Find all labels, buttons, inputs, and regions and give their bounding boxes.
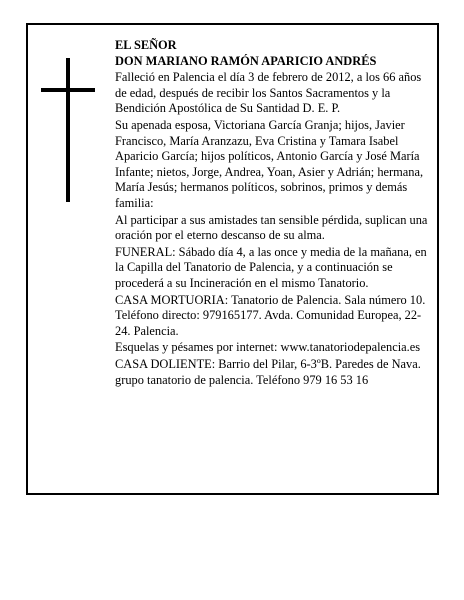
cross-horizontal-bar xyxy=(41,88,95,92)
notice-heading: EL SEÑOR xyxy=(115,38,177,52)
funeral-home-contact: grupo tanatorio de palencia. Teléfono 979 16 53 16 xyxy=(115,373,369,388)
latin-cross-icon xyxy=(41,58,95,202)
prayer-request: Al participar a sus amistades tan sensible pérdida, suplican una oración por el eterno descanso de su alma. xyxy=(115,212,428,243)
cross-vertical-bar xyxy=(66,58,70,202)
online-condolences: Esquelas y pésames por internet: www.tanatoriodepalencia.es xyxy=(115,340,421,355)
mortuary-details: CASA MORTUORIA: Tanatorio de Palencia. Sala número 10. Teléfono directo: 979165177. Avda. Comunidad Europea, 22-24. Palencia. xyxy=(115,292,426,338)
family-list: Su apenada esposa, Victoriana García Granja; hijos, Javier Francisco, María Aranzazu, Eva Cristina y Tamara Isabel Aparicio García; hijos políticos, Antonio García y José María Infante; nietos, Jorge, Andrea, Yoan, Asier y Adrián; hermana, María Jesús; hermanos políticos, sobrinos, primos y demás familia: xyxy=(115,117,424,210)
obituary-notice xyxy=(26,23,439,495)
death-announcement: Falleció en Palencia el día 3 de febrero de 2012, a los 66 años de edad, después de recibir los Santos Sacramentos y la Bendición Apostólica de Su Santidad D. E. P. xyxy=(115,70,422,116)
notice-text xyxy=(115,38,431,389)
deceased-name: DON MARIANO RAMÓN APARICIO ANDRÉS xyxy=(115,53,377,68)
funeral-details: FUNERAL: Sábado día 4, a las once y media de la mañana, en la Capilla del Tanatorio de Palencia, y a continuación se procederá a su Incineración en el mismo Tanatorio. xyxy=(115,244,427,290)
family-home: CASA DOLIENTE: Barrio del Pilar, 6-3ºB. Paredes de Nava. xyxy=(115,356,421,371)
